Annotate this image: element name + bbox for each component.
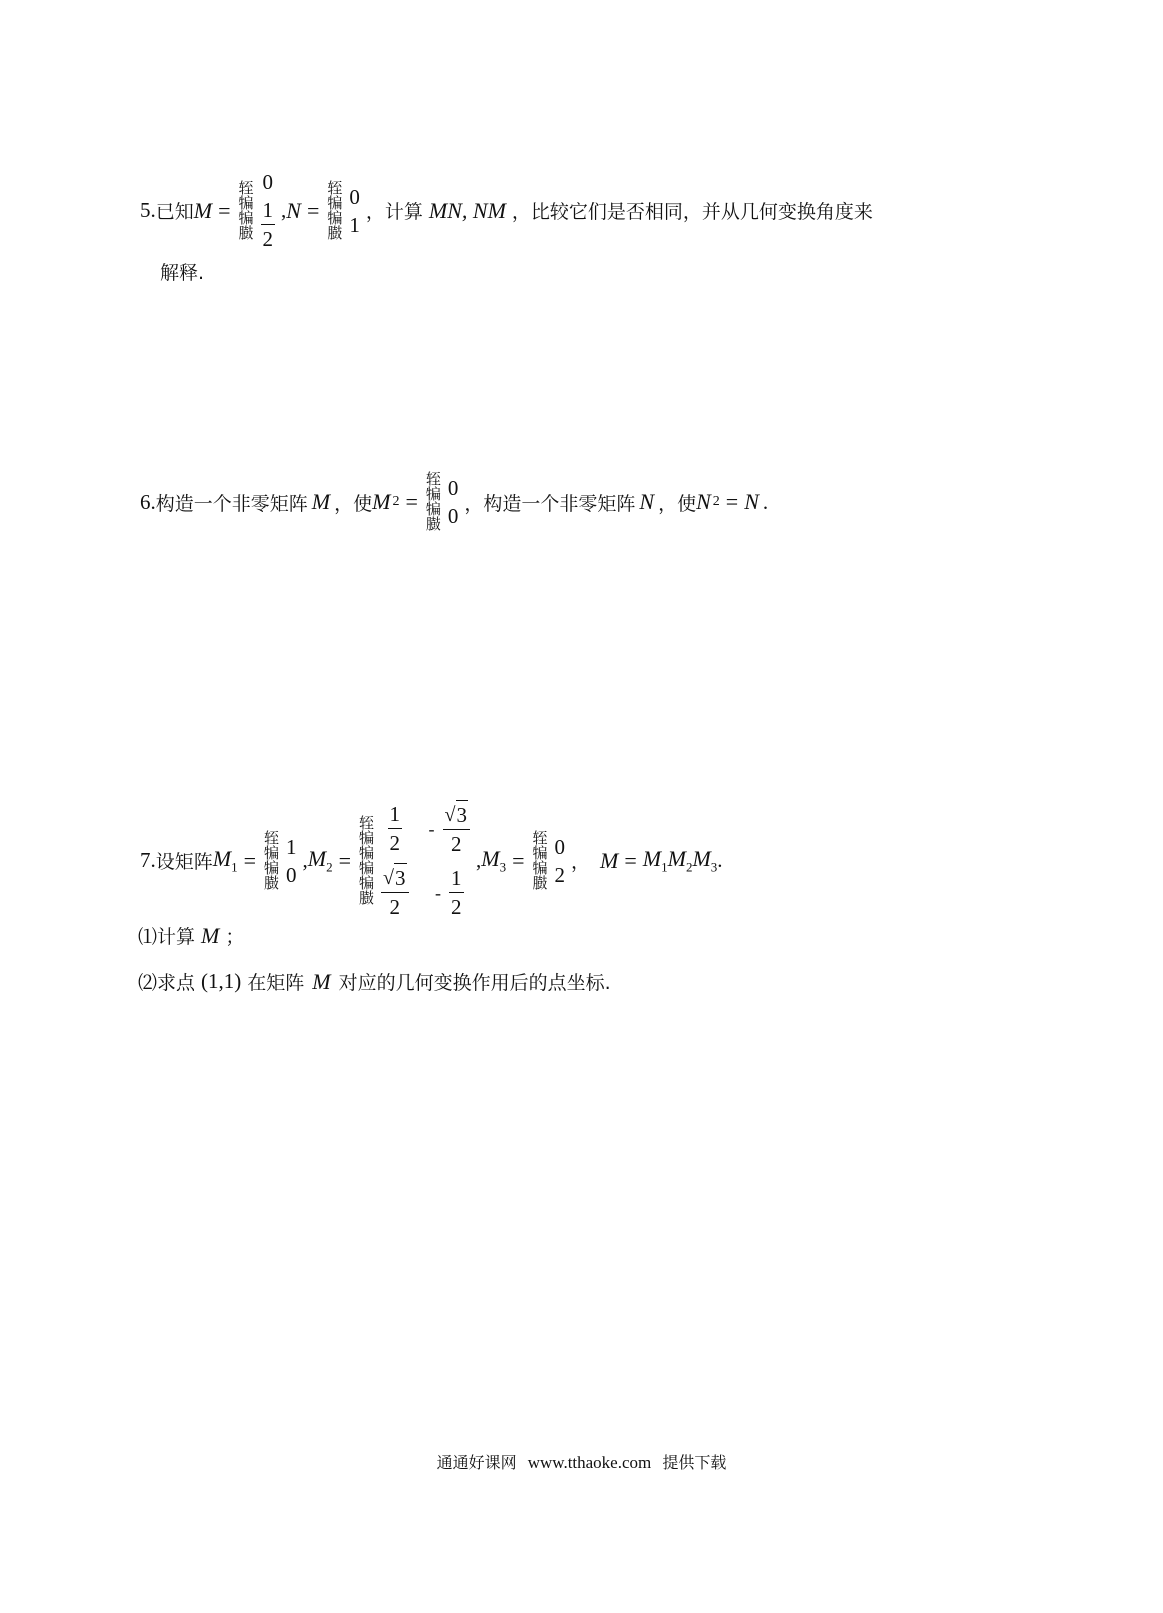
page-footer bbox=[0, 1450, 1163, 1473]
equals-sign: = bbox=[218, 197, 231, 223]
question-7-part-2: ⑵求点 (1,1) 在矩阵 M 对应的几何变换作用后的点坐标. bbox=[138, 968, 611, 994]
bracket-glyphs: 轾 犏 犏 犏 犏 臌 bbox=[359, 813, 372, 907]
comma: , bbox=[302, 848, 308, 872]
matrix-m2-col-2: - √ 3 2 - $\frac{1}{2}$ bbox=[421, 800, 470, 921]
question-number: 7. bbox=[140, 848, 156, 872]
period: . bbox=[762, 489, 769, 514]
matrix-column: 0 $\frac{1}{2}$ bbox=[262, 170, 274, 251]
question-number: 6. bbox=[140, 489, 156, 514]
comma: , bbox=[281, 198, 287, 222]
question-7-part-1: ⑴计算 M ； bbox=[138, 922, 245, 948]
equals-sign: = bbox=[624, 847, 637, 873]
question-text: ， bbox=[571, 851, 591, 873]
question-text: ，计算 bbox=[365, 201, 423, 223]
equals-sign: = bbox=[405, 489, 418, 514]
exponent: 2 bbox=[712, 494, 720, 509]
equals-sign: = bbox=[725, 489, 739, 514]
question-text: 构造一个非零矩阵 bbox=[155, 492, 308, 515]
matrix-name-n: N bbox=[286, 197, 301, 223]
question-text: ，比较它们是否相同，并从几何变换角度来 bbox=[511, 201, 873, 223]
bracket-glyphs: 轾 犏 犏 臌 bbox=[532, 828, 545, 892]
product-rhs: $M_1M_2M_3$ bbox=[642, 845, 718, 875]
matrix-name-n: N bbox=[639, 489, 655, 514]
matrix-column: 0 0 bbox=[447, 476, 459, 528]
equals-sign: = bbox=[512, 847, 525, 873]
matrix-name-n: N bbox=[696, 489, 711, 514]
question-5 bbox=[140, 168, 873, 253]
question-7 bbox=[140, 800, 723, 921]
matrix-name-m: M bbox=[193, 197, 213, 223]
question-text: 已知 bbox=[155, 201, 194, 223]
matrix-products: MN, NM bbox=[428, 197, 506, 223]
footer-url[interactable]: www.tthaoke.com bbox=[527, 1453, 652, 1472]
bracket-glyphs: 轾 犏 犏 臌 bbox=[264, 828, 277, 892]
matrix-name-m: M bbox=[311, 489, 331, 514]
question-5-continuation: 解释. bbox=[160, 262, 205, 284]
matrix-column: 1 0 bbox=[286, 834, 297, 887]
equals-sign: = bbox=[243, 847, 257, 873]
product-lhs: M bbox=[600, 847, 619, 873]
bracket-glyphs: 轾 犏 犏 臌 bbox=[425, 470, 438, 533]
footer-suffix: 提供下载 bbox=[662, 1453, 727, 1472]
question-text: 设矩阵 bbox=[155, 851, 213, 873]
matrix-name-m3: $M_3$ bbox=[481, 845, 507, 875]
question-text: ，使 bbox=[658, 492, 697, 515]
period: . bbox=[717, 848, 723, 872]
question-6 bbox=[140, 472, 768, 532]
matrix-m2-col-1: $\frac{1}{2}$ √ 3 2 bbox=[381, 800, 408, 921]
matrix-name-n: N bbox=[744, 489, 759, 514]
equals-sign: = bbox=[338, 847, 352, 873]
matrix-name-m2: $M_2$ bbox=[307, 845, 333, 875]
matrix-column: 0 2 bbox=[554, 834, 566, 887]
exponent: 2 bbox=[392, 494, 400, 509]
matrix-name-m1: $M_1$ bbox=[212, 845, 238, 875]
matrix-column: 0 1 bbox=[349, 184, 360, 237]
comma: , bbox=[476, 848, 482, 872]
question-number: 5. bbox=[140, 198, 156, 222]
question-text: ，构造一个非零矩阵 bbox=[464, 492, 636, 515]
matrix-name-m: M bbox=[372, 489, 391, 514]
question-text: ，使 bbox=[334, 492, 373, 515]
equals-sign: = bbox=[306, 197, 320, 223]
bracket-glyphs: 轾 犏 犏 臌 bbox=[238, 178, 251, 242]
footer-site-name: 通通好课网 bbox=[436, 1453, 517, 1472]
bracket-glyphs: 轾 犏 犏 臌 bbox=[327, 178, 340, 242]
